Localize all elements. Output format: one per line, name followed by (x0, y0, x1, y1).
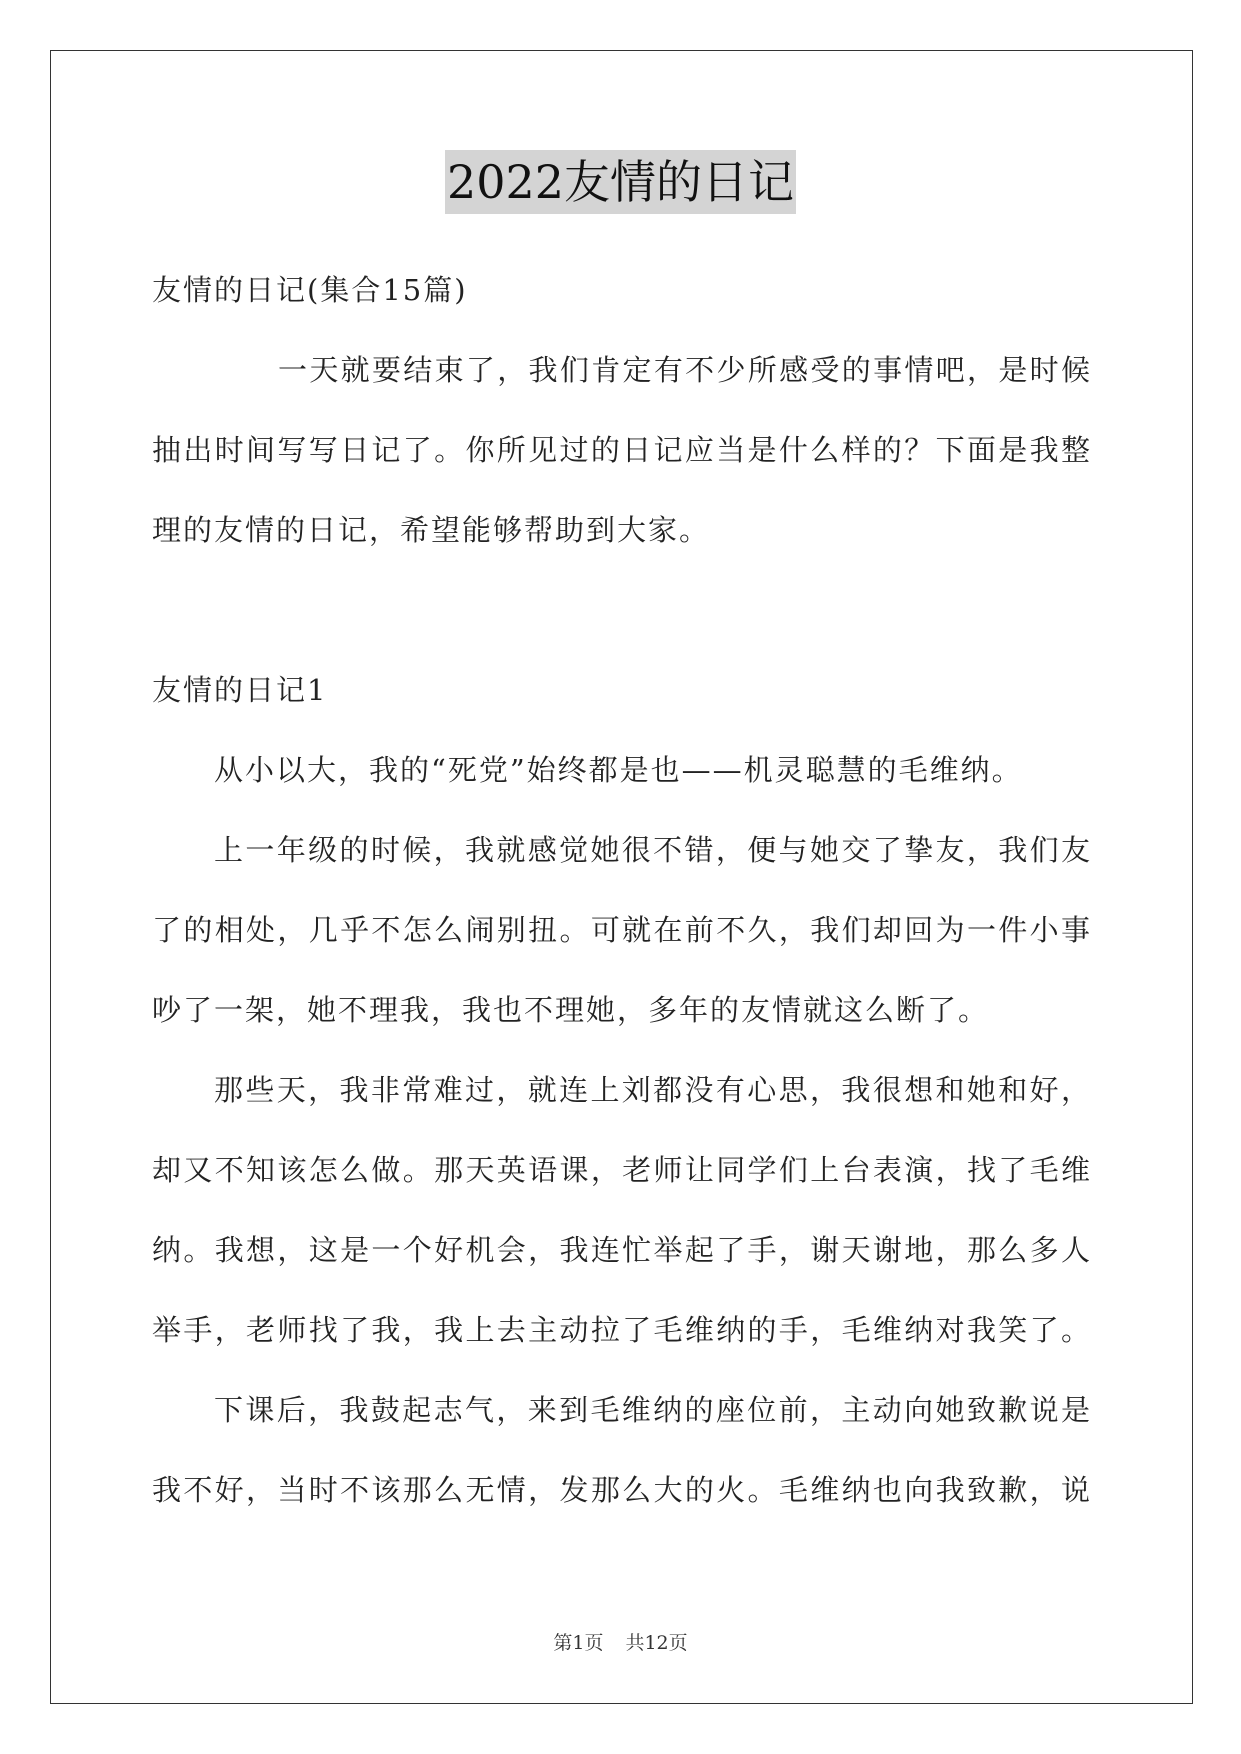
body-line: 了的相处，几乎不怎么闹别扭。可就在前不久，我们却回为一件小事 (152, 913, 1092, 947)
page-footer (0, 1628, 1241, 1655)
page-total: 共12页 (625, 1632, 688, 1654)
intro-line: 理的友情的日记，希望能够帮助到大家。 (152, 513, 711, 547)
document-body (152, 260, 1092, 1540)
section-heading: 友情的日记1 (152, 673, 328, 707)
body-line: 却又不知该怎么做。那天英语课，老师让同学们上台表演，找了毛维 (152, 1153, 1092, 1187)
page-number: 第1页 (553, 1632, 604, 1654)
title-container (0, 150, 1241, 214)
body-line: 那些天，我非常难过，就连上刘都没有心思，我很想和她和好， (214, 1073, 1092, 1107)
intro-line: 一天就要结束了，我们肯定有不少所感受的事情吧，是时候 (278, 353, 1092, 387)
body-line: 我不好，当时不该那么无情，发那么大的火。毛维纳也向我致歉，说 (152, 1473, 1092, 1507)
body-line: 上一年级的时候，我就感觉她很不错，便与她交了挚友，我们友 (214, 833, 1092, 867)
document-subtitle: 友情的日记(集合15篇) (152, 273, 468, 307)
body-line: 从小以大，我的“死党”始终都是也——机灵聪慧的毛维纳。 (214, 753, 1023, 787)
section-spacer (152, 580, 1092, 660)
body-line: 举手，老师找了我，我上去主动拉了毛维纳的手，毛维纳对我笑了。 (152, 1313, 1092, 1347)
body-line: 纳。我想，这是一个好机会，我连忙举起了手，谢天谢地，那么多人 (152, 1233, 1092, 1267)
intro-line: 抽出时间写写日记了。你所见过的日记应当是什么样的？下面是我整 (152, 433, 1092, 467)
document-title: 2022友情的日记 (445, 150, 796, 214)
body-line: 下课后，我鼓起志气，来到毛维纳的座位前，主动向她致歉说是 (214, 1393, 1092, 1427)
body-line: 吵了一架，她不理我，我也不理她，多年的友情就这么断了。 (152, 993, 990, 1027)
